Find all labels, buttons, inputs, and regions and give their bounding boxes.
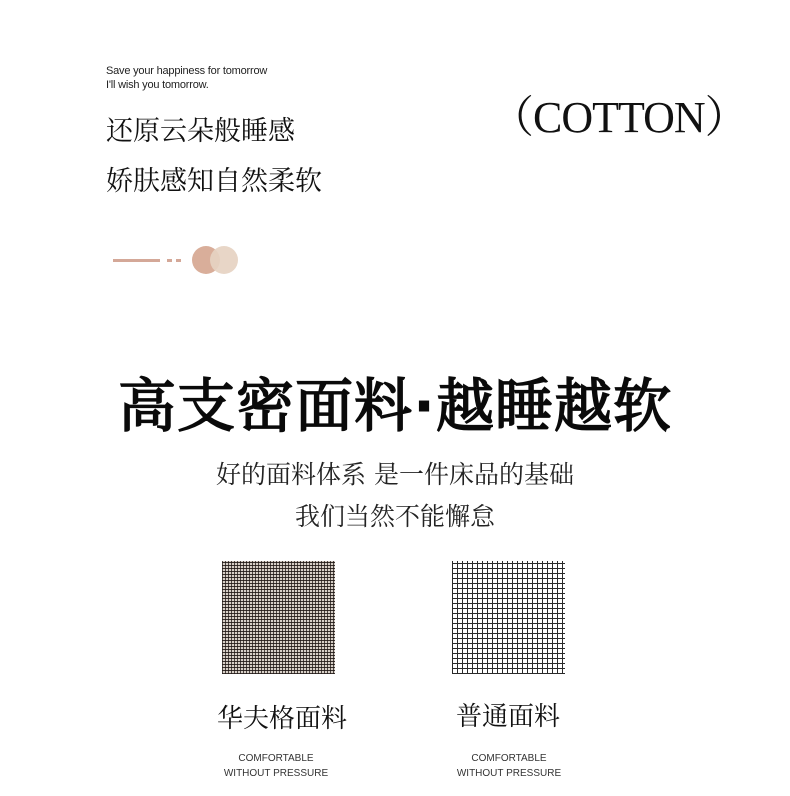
main-title: 高支密面料·越睡越软 — [117, 372, 673, 440]
caption-line-2: WITHOUT PRESSURE — [456, 768, 562, 779]
regular-fabric-caption — [409, 751, 609, 781]
caption-line-2: WITHOUT PRESSURE — [223, 768, 329, 779]
tagline — [106, 64, 267, 92]
decorative-circle — [210, 246, 238, 274]
tagline-line-1: Save your happiness for tomorrow — [106, 65, 268, 77]
decorative-line — [113, 259, 160, 262]
subtitle-line-2: 我们当然不能懈怠 — [294, 502, 495, 531]
caption-line-1: COMFORTABLE — [238, 753, 314, 764]
material-label: （COTTON） — [490, 93, 748, 142]
headline-line-2: 娇肤感知自然柔软 — [106, 166, 322, 197]
waffle-fabric-caption — [176, 751, 376, 781]
decorative-dash — [176, 259, 181, 262]
headline-line-1: 还原云朵般睡感 — [106, 116, 295, 147]
decorative-dash — [167, 259, 172, 262]
subtitle-line-1: 好的面料体系 是一件床品的基础 — [216, 460, 574, 489]
regular-fabric-swatch — [452, 561, 565, 674]
waffle-fabric-swatch — [222, 561, 335, 674]
caption-line-1: COMFORTABLE — [471, 753, 547, 764]
regular-fabric-label: 普通面料 — [455, 702, 560, 732]
waffle-fabric-label: 华夫格面料 — [216, 704, 347, 734]
tagline-line-2: I'll wish you tomorrow. — [106, 79, 209, 91]
